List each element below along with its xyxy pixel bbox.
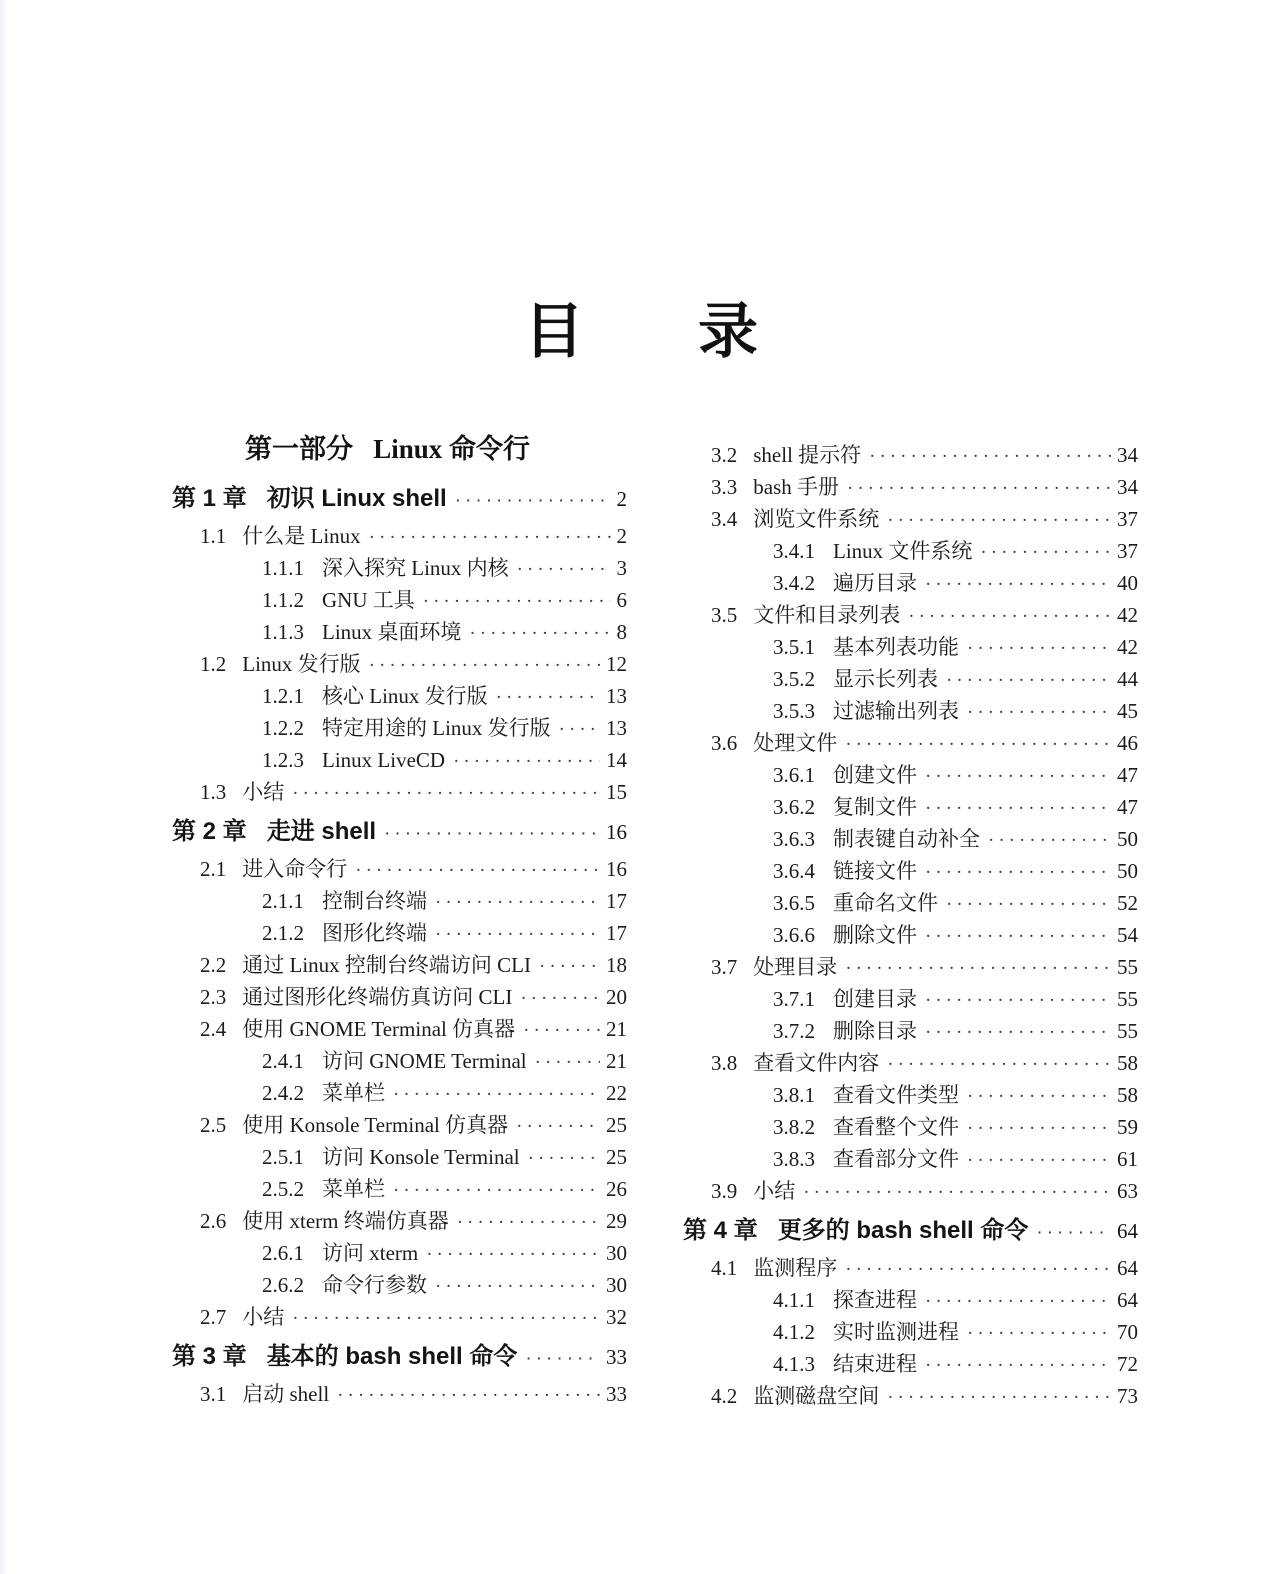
entry-page-number: 47 [1117,763,1138,787]
toc-entry [683,1176,1138,1208]
toc-entry [172,1078,627,1110]
toc-entry [172,1110,627,1142]
entry-label: 命令行参数 [322,1273,427,1297]
entry-label: bash 手册 [753,475,839,499]
toc-entry [683,536,1138,568]
toc-entry [683,1349,1138,1381]
toc-entry [683,440,1138,472]
entry-label: 基本的 bash shell 命令 [266,1343,518,1370]
dot-leader [384,819,600,849]
dot-leader [423,586,611,617]
entry-label: 小结 [242,780,285,804]
entry-number: 3.6.5 [773,891,815,915]
entry-label: 创建目录 [833,987,917,1011]
toc-entry [683,696,1138,728]
entry-number: 1.3 [200,780,227,804]
entry-page-number: 50 [1117,859,1138,883]
entry-number: 3.6.6 [773,923,815,947]
entry-page-number: 2 [616,487,627,511]
toc-entry [683,632,1138,664]
dot-leader [946,665,1111,696]
dot-leader [1036,1218,1111,1248]
toc-entry [172,777,627,809]
dot-leader [925,793,1111,824]
toc-entry [172,1206,627,1238]
entry-page-number: 6 [616,588,627,612]
entry-number: 3.4.2 [773,571,815,595]
toc-entry [172,521,627,553]
entry-label: 链接文件 [833,859,917,883]
entry-number: 3.6.3 [773,827,815,851]
dot-leader [925,1286,1111,1317]
entry-page-number: 33 [606,1382,627,1406]
entry-label: 控制台终端 [322,889,427,913]
toc-entry [683,984,1138,1016]
toc-entry [172,681,627,713]
entry-number: 第 1 章 [172,485,247,512]
entry-page-number: 40 [1117,571,1138,595]
entry-page-number: 13 [606,684,627,708]
entry-label: 菜单栏 [322,1081,385,1105]
entry-page-number: 72 [1117,1352,1138,1376]
toc-entry [172,745,627,777]
dot-leader [453,746,600,777]
dot-leader [426,1239,600,1270]
entry-label: 探查进程 [833,1288,917,1312]
entry-label: 创建文件 [833,763,917,787]
entry-page-number: 42 [1117,635,1138,659]
toc-entry [683,856,1138,888]
toc-entry [683,1016,1138,1048]
entry-page-number: 61 [1117,1147,1138,1171]
entry-page-number: 17 [606,921,627,945]
entry-number: 2.6.1 [262,1241,304,1265]
entry-page-number: 12 [606,652,627,676]
entry-label: 第一部分 Linux 命令行 [244,434,531,464]
dot-leader [457,1207,600,1238]
entry-label: 访问 GNOME Terminal [322,1049,527,1073]
entry-label: 使用 Konsole Terminal 仿真器 [242,1113,509,1137]
dot-leader [887,1049,1111,1080]
toc-entry [683,1144,1138,1176]
toc-entry [683,824,1138,856]
entry-label: 菜单栏 [322,1177,385,1201]
entry-label: 图形化终端 [322,921,427,945]
dot-leader [845,953,1111,984]
entry-page-number: 50 [1117,827,1138,851]
entry-page-number: 44 [1117,667,1138,691]
toc-entry [172,617,627,649]
dot-leader [559,714,600,745]
dot-leader [845,1254,1111,1285]
dot-leader [539,951,600,982]
toc-entry [683,792,1138,824]
dot-leader [925,761,1111,792]
dot-leader [469,618,610,649]
entry-number: 2.2 [200,953,227,977]
dot-leader [520,983,600,1014]
entry-number: 2.6 [200,1209,227,1233]
entry-page-number: 59 [1117,1115,1138,1139]
entry-number: 2.5.1 [262,1145,304,1169]
toc-entry [172,1302,627,1334]
entry-page-number: 21 [606,1017,627,1041]
dot-leader [523,1015,600,1046]
dot-leader [393,1175,600,1206]
chapter-entry [172,817,627,849]
entry-number: 1.2.3 [262,748,304,772]
entry-label: 使用 GNOME Terminal 仿真器 [242,1017,516,1041]
entry-page-number: 55 [1117,1019,1138,1043]
entry-label: Linux 发行版 [242,652,361,676]
dot-leader [337,1380,600,1411]
toc-entry [172,1238,627,1270]
entry-number: 3.3 [711,475,738,499]
dot-leader [925,921,1111,952]
dot-leader [845,729,1111,760]
entry-page-number: 15 [606,780,627,804]
toc-entry [683,1112,1138,1144]
entry-label: 监测程序 [753,1256,838,1280]
entry-label: 核心 Linux 发行版 [322,684,488,708]
dot-leader [525,1344,600,1374]
entry-label: 遍历目录 [833,571,917,595]
toc-entry [683,1381,1138,1413]
dot-leader [517,554,611,585]
entry-label: 查看文件类型 [833,1083,959,1107]
entry-page-number: 45 [1117,699,1138,723]
dot-leader [369,522,611,553]
entry-page-number: 3 [616,556,627,580]
entry-page-number: 47 [1117,795,1138,819]
toc-entry [172,1142,627,1174]
entry-label: GNU 工具 [322,588,415,612]
entry-label: 什么是 Linux [242,524,361,548]
entry-number: 3.6.1 [773,763,815,787]
toc-entry [172,918,627,950]
entry-label: 处理文件 [753,731,838,755]
entry-label: 浏览文件系统 [753,507,880,531]
toc-entry [683,1317,1138,1349]
toc-column-right [683,430,1138,1413]
entry-number: 3.4 [711,507,738,531]
entry-label: 进入命令行 [242,857,348,881]
dot-leader [925,1350,1111,1381]
entry-number: 4.1 [711,1256,738,1280]
entry-label: 监测磁盘空间 [753,1384,880,1408]
toc-entry [683,664,1138,696]
entry-page-number: 25 [606,1145,627,1169]
entry-number: 1.1.3 [262,620,304,644]
entry-label: 结束进程 [833,1352,917,1376]
entry-label: 删除目录 [833,1019,917,1043]
toc-entry [683,472,1138,504]
page-title: 目 录 [523,298,761,365]
entry-number: 3.6 [711,731,738,755]
entry-label: 初识 Linux shell [266,485,447,512]
entry-label: Linux LiveCD [322,748,446,772]
entry-number: 3.8 [711,1051,738,1075]
entry-label: 实时监测进程 [833,1320,959,1344]
entry-number: 3.5.1 [773,635,815,659]
dot-leader [925,857,1111,888]
entry-label: 启动 shell [242,1382,330,1406]
entry-label: 小结 [753,1179,796,1203]
entry-number: 3.7.1 [773,987,815,1011]
entry-number: 3.6.2 [773,795,815,819]
entry-page-number: 13 [606,716,627,740]
toc-entry [683,1253,1138,1285]
entry-number: 2.4 [200,1017,227,1041]
entry-page-number: 42 [1117,603,1138,627]
dot-leader [967,1113,1111,1144]
dot-leader [355,855,600,886]
entry-page-number: 29 [606,1209,627,1233]
entry-page-number: 64 [1117,1256,1138,1280]
dot-leader [455,486,611,516]
toc-entry [172,649,627,681]
toc-entry [172,713,627,745]
chapter-entry [172,1342,627,1374]
dot-leader [393,1079,600,1110]
entry-number: 2.3 [200,985,227,1009]
chapter-entry [172,484,627,516]
toc-entry [172,553,627,585]
toc-columns [0,430,1284,1413]
dot-leader [869,441,1111,472]
entry-number: 3.7 [711,955,738,979]
entry-page-number: 70 [1117,1320,1138,1344]
entry-number: 1.2 [200,652,227,676]
toc-entry [683,952,1138,984]
entry-label: 重命名文件 [833,891,938,915]
toc-entry [683,1048,1138,1080]
entry-label: 过滤输出列表 [833,699,959,723]
dot-leader [925,1017,1111,1048]
entry-number: 3.8.3 [773,1147,815,1171]
toc-entry [683,728,1138,760]
entry-label: 访问 xterm [322,1241,419,1265]
entry-number: 2.7 [200,1305,227,1329]
entry-label: 走进 shell [266,818,377,845]
entry-number: 3.9 [711,1179,738,1203]
entry-page-number: 32 [606,1305,627,1329]
entry-number: 2.4.1 [262,1049,304,1073]
entry-label: 通过 Linux 控制台终端访问 CLI [242,953,531,977]
dot-leader [435,887,600,918]
entry-label: 查看部分文件 [833,1147,959,1171]
entry-label: 查看整个文件 [833,1115,959,1139]
dot-leader [435,919,600,950]
entry-number: 第 4 章 [683,1217,758,1244]
entry-label: 复制文件 [833,795,917,819]
entry-label: 文件和目录列表 [753,603,901,627]
entry-number: 4.2 [711,1384,738,1408]
dot-leader [967,697,1111,728]
toc-entry [172,1270,627,1302]
entry-number: 第 2 章 [172,818,247,845]
entry-page-number: 34 [1117,443,1138,467]
dot-leader [535,1047,600,1078]
dot-leader [967,1145,1111,1176]
dot-leader [435,1271,600,1302]
toc-column-left [172,430,627,1413]
entry-number: 4.1.3 [773,1352,815,1376]
entry-page-number: 8 [616,620,627,644]
entry-page-number: 21 [606,1049,627,1073]
entry-number: 2.1.1 [262,889,304,913]
entry-label: 制表键自动补全 [833,827,980,851]
dot-leader [887,505,1111,536]
toc-entry [172,854,627,886]
entry-page-number: 64 [1117,1288,1138,1312]
toc-entry [683,1285,1138,1317]
entry-number: 2.4.2 [262,1081,304,1105]
entry-number: 2.6.2 [262,1273,304,1297]
dot-leader [925,569,1111,600]
entry-number: 3.8.1 [773,1083,815,1107]
dot-leader [292,1303,600,1334]
toc-entry [683,888,1138,920]
entry-page-number: 73 [1117,1384,1138,1408]
entry-page-number: 55 [1117,987,1138,1011]
part-heading [172,430,603,468]
entry-page-number: 63 [1117,1179,1138,1203]
entry-page-number: 16 [606,857,627,881]
entry-label: 处理目录 [753,955,838,979]
entry-label: 使用 xterm 终端仿真器 [242,1209,449,1233]
entry-page-number: 37 [1117,507,1138,531]
dot-leader [946,889,1111,920]
entry-page-number: 34 [1117,475,1138,499]
entry-page-number: 25 [606,1113,627,1137]
entry-page-number: 14 [606,748,627,772]
entry-page-number: 55 [1117,955,1138,979]
entry-label: shell 提示符 [753,443,862,467]
dot-leader [925,985,1111,1016]
entry-number: 2.1.2 [262,921,304,945]
entry-number: 3.5.3 [773,699,815,723]
entry-page-number: 26 [606,1177,627,1201]
entry-label: 基本列表功能 [833,635,959,659]
toc-entry [683,1080,1138,1112]
toc-entry [172,982,627,1014]
entry-label: 小结 [242,1305,285,1329]
entry-number: 1.1.2 [262,588,304,612]
entry-number: 第 3 章 [172,1343,247,1370]
entry-page-number: 46 [1117,731,1138,755]
entry-number: 3.5.2 [773,667,815,691]
entry-page-number: 37 [1117,539,1138,563]
entry-number: 1.1 [200,524,227,548]
toc-entry [172,950,627,982]
dot-leader [369,650,600,681]
dot-leader [847,473,1111,504]
entry-number: 3.8.2 [773,1115,815,1139]
dot-leader [980,537,1111,568]
dot-leader [496,682,600,713]
entry-number: 1.2.2 [262,716,304,740]
entry-label: 查看文件内容 [753,1051,880,1075]
dot-leader [528,1143,600,1174]
entry-number: 4.1.1 [773,1288,815,1312]
entry-page-number: 16 [606,820,627,844]
entry-page-number: 2 [616,524,627,548]
entry-number: 2.1 [200,857,227,881]
entry-label: 深入探究 Linux 内核 [322,556,509,580]
entry-page-number: 18 [606,953,627,977]
entry-label: Linux 文件系统 [833,539,973,563]
entry-page-number: 20 [606,985,627,1009]
toc-entry [172,1014,627,1046]
toc-entry [683,760,1138,792]
dot-leader [516,1111,600,1142]
toc-entry [172,585,627,617]
entry-page-number: 52 [1117,891,1138,915]
toc-entry [683,920,1138,952]
toc-entry [172,886,627,918]
toc-entry [683,504,1138,536]
entry-label: 访问 Konsole Terminal [322,1145,520,1169]
entry-page-number: 22 [606,1081,627,1105]
entry-number: 2.5 [200,1113,227,1137]
entry-number: 1.2.1 [262,684,304,708]
entry-page-number: 30 [606,1273,627,1297]
entry-label: 特定用途的 Linux 发行版 [322,716,551,740]
entry-number: 4.1.2 [773,1320,815,1344]
dot-leader [292,778,600,809]
entry-label: 通过图形化终端仿真访问 CLI [242,985,513,1009]
entry-label: 更多的 bash shell 命令 [777,1217,1029,1244]
entry-number: 3.5 [711,603,738,627]
dot-leader [908,601,1111,632]
toc-entry [172,1379,627,1411]
entry-page-number: 58 [1117,1083,1138,1107]
entry-page-number: 64 [1117,1219,1138,1243]
entry-page-number: 33 [606,1345,627,1369]
entry-number: 3.1 [200,1382,227,1406]
dot-leader [967,1081,1111,1112]
entry-number: 2.5.2 [262,1177,304,1201]
dot-leader [887,1382,1111,1413]
entry-number: 1.1.1 [262,556,304,580]
dot-leader [967,1318,1111,1349]
toc-entry [683,600,1138,632]
entry-label: 删除文件 [833,923,917,947]
entry-number: 3.4.1 [773,539,815,563]
dot-leader [967,633,1111,664]
entry-page-number: 54 [1117,923,1138,947]
entry-page-number: 30 [606,1241,627,1265]
entry-label: Linux 桌面环境 [322,620,462,644]
entry-label: 显示长列表 [833,667,938,691]
entry-number: 3.2 [711,443,738,467]
entry-page-number: 17 [606,889,627,913]
chapter-entry [683,1216,1138,1248]
entry-number: 3.6.4 [773,859,815,883]
entry-page-number: 58 [1117,1051,1138,1075]
toc-entry [172,1046,627,1078]
dot-leader [803,1177,1111,1208]
toc-entry [683,568,1138,600]
toc-entry [172,1174,627,1206]
entry-number: 3.7.2 [773,1019,815,1043]
dot-leader [988,825,1111,856]
